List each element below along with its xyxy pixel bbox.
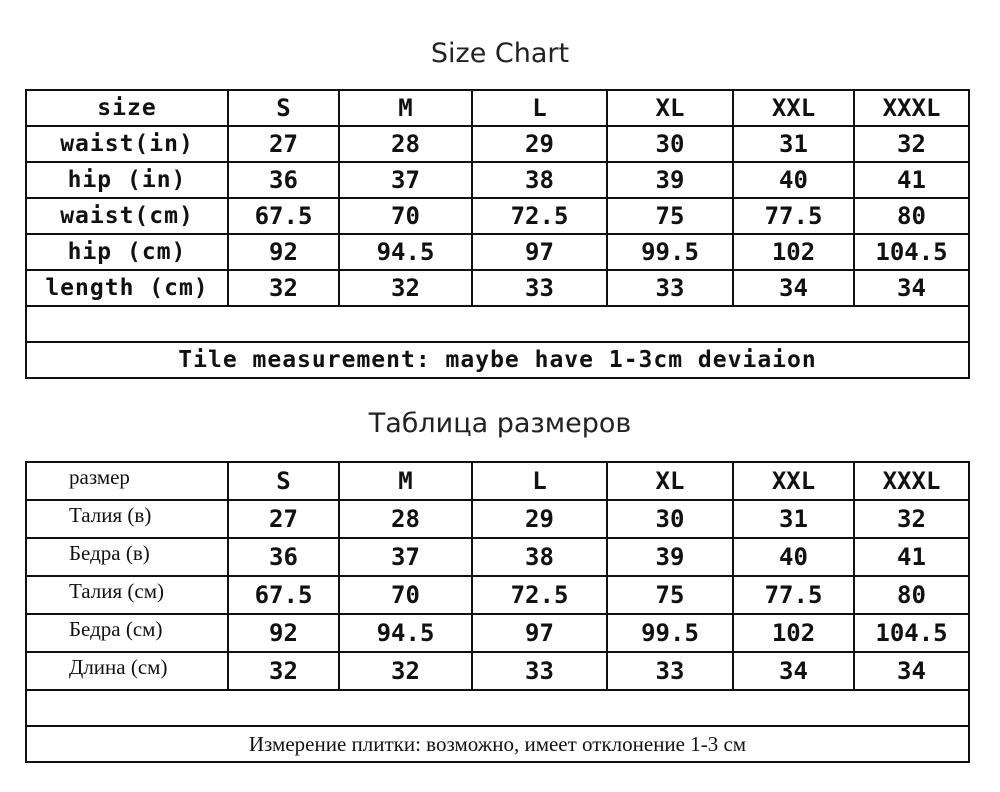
size-chart-table bbox=[25, 89, 970, 379]
header-cell: XXL bbox=[733, 462, 854, 500]
table-cell: 33 bbox=[607, 652, 733, 690]
table-cell: 77.5 bbox=[733, 576, 854, 614]
row-label: waist(cm) bbox=[26, 198, 228, 234]
table-cell: 33 bbox=[607, 270, 733, 306]
table-cell: 70 bbox=[339, 576, 472, 614]
table-cell: 80 bbox=[854, 576, 969, 614]
header-cell: M bbox=[339, 462, 472, 500]
row-label: hip (cm) bbox=[26, 234, 228, 270]
header-cell: size bbox=[26, 90, 228, 126]
blank-cell bbox=[26, 306, 969, 342]
table-row bbox=[26, 270, 969, 306]
table-row bbox=[26, 198, 969, 234]
table-cell: 67.5 bbox=[228, 198, 339, 234]
table-row bbox=[26, 162, 969, 198]
table-cell: 28 bbox=[339, 500, 472, 538]
table-cell: 39 bbox=[607, 162, 733, 198]
note-row bbox=[26, 726, 969, 762]
table-cell: 94.5 bbox=[339, 614, 472, 652]
table-cell: 34 bbox=[854, 652, 969, 690]
header-cell: XL bbox=[607, 462, 733, 500]
row-label: Талия (см) bbox=[26, 576, 228, 614]
table-cell: 32 bbox=[228, 652, 339, 690]
blank-row bbox=[26, 690, 969, 726]
row-label: length (cm) bbox=[26, 270, 228, 306]
table-cell: 72.5 bbox=[472, 198, 607, 234]
measurement-note-russian: Измерение плитки: возможно, имеет отклонение 1-3 см bbox=[26, 726, 969, 762]
measurement-note: Tile measurement: maybe have 1-3cm deviaion bbox=[26, 342, 969, 378]
table-cell: 34 bbox=[733, 652, 854, 690]
table-cell: 97 bbox=[472, 614, 607, 652]
table-cell: 34 bbox=[733, 270, 854, 306]
table-cell: 104.5 bbox=[854, 234, 969, 270]
header-cell: L bbox=[472, 462, 607, 500]
header-cell: M bbox=[339, 90, 472, 126]
table-cell: 40 bbox=[733, 162, 854, 198]
table-header-row bbox=[26, 462, 969, 500]
table-cell: 27 bbox=[228, 500, 339, 538]
table-cell: 36 bbox=[228, 162, 339, 198]
row-label: waist(in) bbox=[26, 126, 228, 162]
table-header-row bbox=[26, 90, 969, 126]
row-label: Длина (см) bbox=[26, 652, 228, 690]
table-cell: 99.5 bbox=[607, 614, 733, 652]
table-cell: 39 bbox=[607, 538, 733, 576]
table-cell: 30 bbox=[607, 126, 733, 162]
table-row bbox=[26, 234, 969, 270]
header-cell: L bbox=[472, 90, 607, 126]
table-cell: 41 bbox=[854, 162, 969, 198]
table-cell: 41 bbox=[854, 538, 969, 576]
table-row bbox=[26, 652, 969, 690]
row-label: Талия (в) bbox=[26, 500, 228, 538]
table-cell: 32 bbox=[339, 270, 472, 306]
row-label: hip (in) bbox=[26, 162, 228, 198]
table-cell: 30 bbox=[607, 500, 733, 538]
table-cell: 32 bbox=[854, 500, 969, 538]
header-cell: XXXL bbox=[854, 462, 969, 500]
table-cell: 75 bbox=[607, 198, 733, 234]
table-cell: 104.5 bbox=[854, 614, 969, 652]
header-cell: XL bbox=[607, 90, 733, 126]
table-cell: 92 bbox=[228, 614, 339, 652]
size-chart-title-russian: Таблица размеров bbox=[368, 408, 632, 439]
table-cell: 27 bbox=[228, 126, 339, 162]
header-cell: XXXL bbox=[854, 90, 969, 126]
table-cell: 77.5 bbox=[733, 198, 854, 234]
table-cell: 99.5 bbox=[607, 234, 733, 270]
table-cell: 40 bbox=[733, 538, 854, 576]
table-cell: 31 bbox=[733, 500, 854, 538]
header-cell: размер bbox=[26, 462, 228, 500]
table-cell: 34 bbox=[854, 270, 969, 306]
table-cell: 80 bbox=[854, 198, 969, 234]
table-row bbox=[26, 576, 969, 614]
header-cell: S bbox=[228, 462, 339, 500]
table-cell: 37 bbox=[339, 162, 472, 198]
note-row bbox=[26, 342, 969, 378]
table-cell: 32 bbox=[228, 270, 339, 306]
size-chart-table-russian bbox=[25, 461, 970, 763]
table-row bbox=[26, 500, 969, 538]
row-label: Бедра (в) bbox=[26, 538, 228, 576]
header-cell: XXL bbox=[733, 90, 854, 126]
table-cell: 38 bbox=[472, 162, 607, 198]
table-cell: 33 bbox=[472, 270, 607, 306]
table-cell: 67.5 bbox=[228, 576, 339, 614]
table-cell: 36 bbox=[228, 538, 339, 576]
table-cell: 31 bbox=[733, 126, 854, 162]
table-cell: 72.5 bbox=[472, 576, 607, 614]
table-cell: 32 bbox=[339, 652, 472, 690]
table-cell: 29 bbox=[472, 126, 607, 162]
table-cell: 29 bbox=[472, 500, 607, 538]
size-chart-title: Size Chart bbox=[430, 38, 570, 69]
row-label: Бедра (см) bbox=[26, 614, 228, 652]
blank-cell bbox=[26, 690, 969, 726]
table-row bbox=[26, 538, 969, 576]
table-cell: 32 bbox=[854, 126, 969, 162]
table-cell: 97 bbox=[472, 234, 607, 270]
header-cell: S bbox=[228, 90, 339, 126]
table-cell: 28 bbox=[339, 126, 472, 162]
table-cell: 102 bbox=[733, 234, 854, 270]
table-cell: 37 bbox=[339, 538, 472, 576]
table-cell: 102 bbox=[733, 614, 854, 652]
table-cell: 75 bbox=[607, 576, 733, 614]
table-row bbox=[26, 126, 969, 162]
table-row bbox=[26, 614, 969, 652]
blank-row bbox=[26, 306, 969, 342]
table-cell: 33 bbox=[472, 652, 607, 690]
table-cell: 38 bbox=[472, 538, 607, 576]
table-cell: 94.5 bbox=[339, 234, 472, 270]
table-cell: 92 bbox=[228, 234, 339, 270]
table-cell: 70 bbox=[339, 198, 472, 234]
